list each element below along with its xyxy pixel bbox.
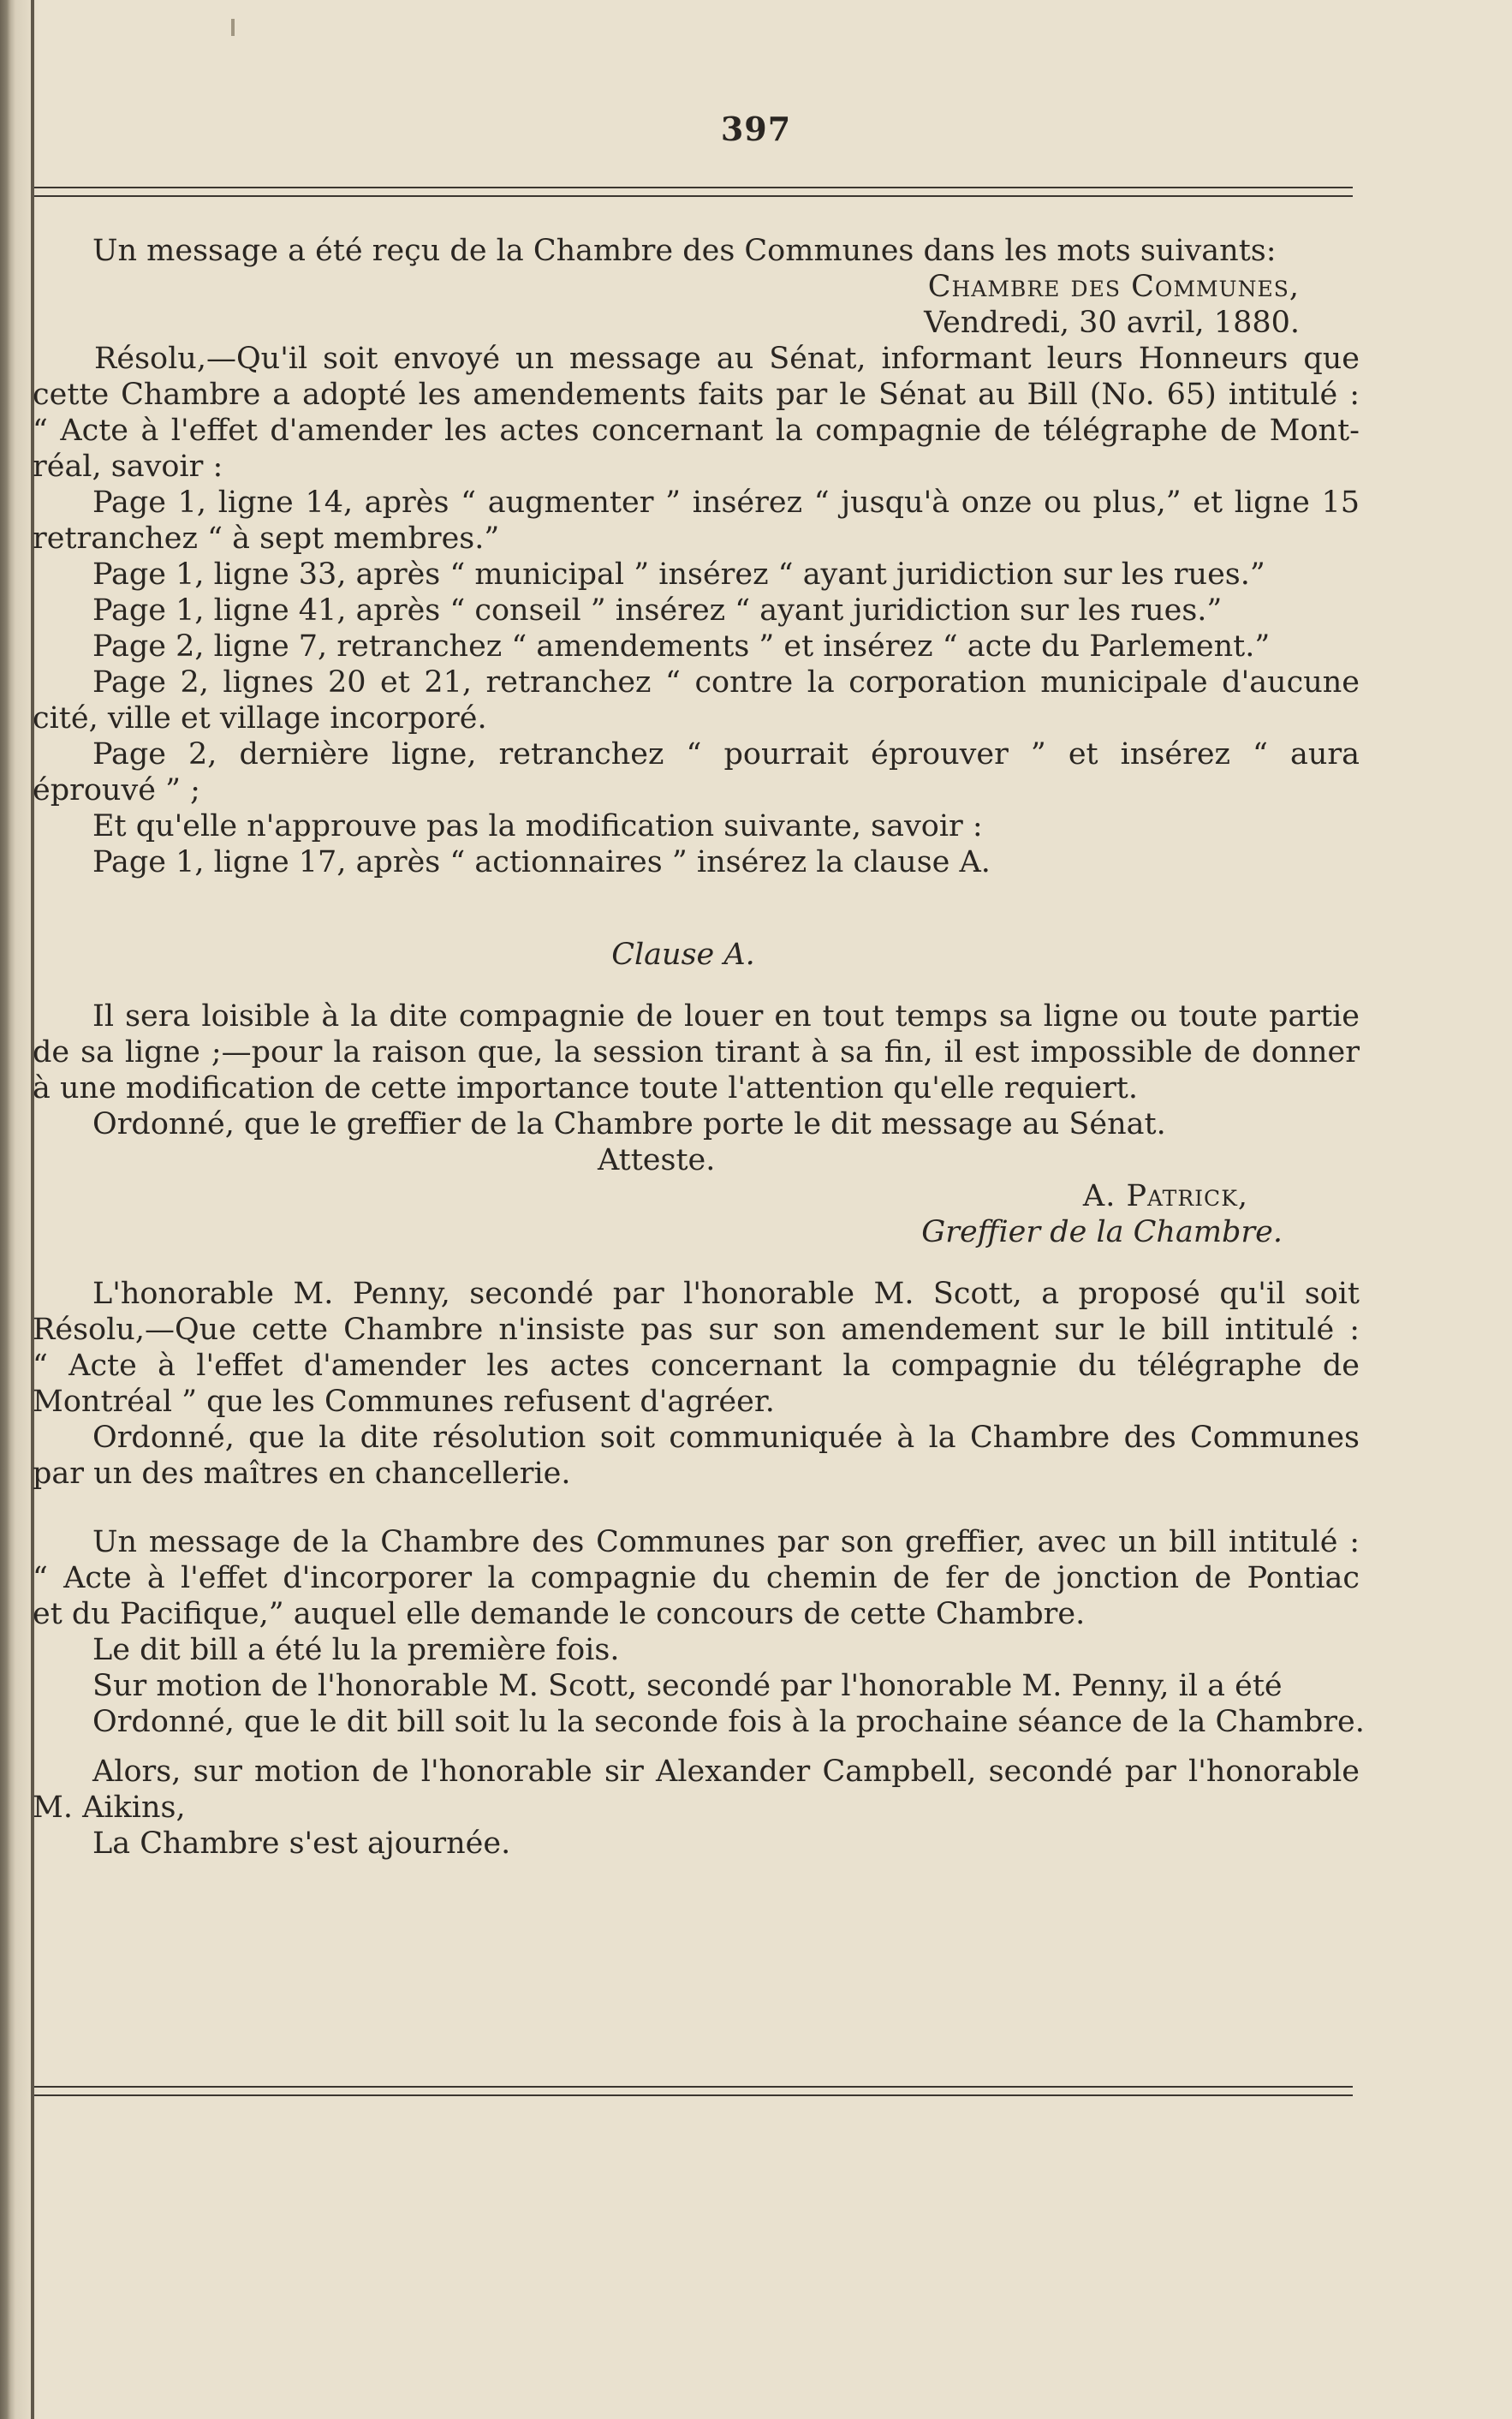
bill-block <box>33 1524 1365 1740</box>
resolution-line: “ Acte à l'effet d'amender les actes concernant la compagnie de télégraphe de Mont- <box>33 414 1360 448</box>
motion-block <box>33 1276 1360 1492</box>
bill-line: et du Pacifique,” auquel elle demande le concours de cette Chambre. <box>33 1597 1086 1631</box>
message-intro: Un message a été reçu de la Chambre des Communes dans les mots suivants: <box>92 234 1277 268</box>
attestation: Atteste. <box>598 1143 716 1177</box>
amendment-line: Page 1, ligne 41, après “ conseil ” insérez “ ayant juridiction sur les rues.” <box>92 593 1223 628</box>
amendment-line: Page 2, dernière ligne, retranchez “ pourrait éprouver ” et insérez “ aura <box>92 737 1360 772</box>
message-block <box>33 233 1360 880</box>
amendment-line: Page 2, lignes 20 et 21, retranchez “ contre la corporation municipale d'aucune <box>92 665 1360 700</box>
motion-line: par un des maîtres en chancellerie. <box>33 1457 571 1491</box>
resolution-line: Résolu,—Qu'il soit envoyé un message au Sénat, informant leurs Honneurs que <box>94 342 1360 376</box>
resolution-line: cette Chambre a adopté les amendements faits par le Sénat au Bill (No. 65) intitulé : <box>33 378 1360 412</box>
amendment-line: Et qu'elle n'approuve pas la modification suivante, savoir : <box>92 809 983 843</box>
resolution-line: réal, savoir : <box>33 450 223 484</box>
bottom-rule-second <box>34 2094 1353 2096</box>
chambre-heading: Chambre des Communes, <box>927 270 1300 304</box>
order-line: Ordonné, que le greffier de la Chambre porte le dit message au Sénat. <box>92 1107 1166 1141</box>
clerk-name: A. Patrick, <box>1082 1179 1248 1213</box>
amendment-line: Page 1, ligne 14, après “ augmenter ” insérez “ jusqu'à onze ou plus,” et ligne 15 <box>92 486 1360 520</box>
adjournment-line: Alors, sur motion de l'honorable sir Alexander Campbell, secondé par l'honorable <box>92 1755 1360 1789</box>
amendment-line: retranchez “ à sept membres.” <box>33 521 500 556</box>
top-rule-second <box>34 195 1353 197</box>
bottom-rule <box>34 2086 1353 2088</box>
adjournment-line: La Chambre s'est ajournée. <box>92 1826 511 1861</box>
page-number: 397 <box>720 110 792 148</box>
bill-line: Sur motion de l'honorable M. Scott, secondé par l'honorable M. Penny, il a été <box>92 1669 1283 1703</box>
motion-line: Résolu,—Que cette Chambre n'insiste pas sur son amendement sur le bill intitulé : <box>33 1313 1360 1347</box>
adjournment-line: M. Aikins, <box>33 1790 186 1825</box>
message-date: Vendredi, 30 avril, 1880. <box>924 306 1300 340</box>
motion-line: “ Acte à l'effet d'amender les actes concernant la compagnie du télégraphe de <box>33 1349 1360 1383</box>
amendment-line: éprouvé ” ; <box>33 773 200 807</box>
adjournment-block <box>33 1754 1360 1862</box>
stray-ink-mark <box>231 19 235 36</box>
clause-line: Il sera loisible à la dite compagnie de louer en tout temps sa ligne ou toute partie <box>92 999 1360 1034</box>
clause-title: Clause A. <box>611 938 755 972</box>
bill-line: Un message de la Chambre des Communes par son greffier, avec un bill intitulé : <box>92 1525 1360 1559</box>
clause-block <box>33 998 1360 1250</box>
motion-line: Montréal ” que les Communes refusent d'agréer. <box>33 1385 775 1419</box>
bill-line: “ Acte à l'effet d'incorporer la compagnie du chemin de fer de jonction de Pontiac <box>33 1561 1360 1595</box>
bill-line: Ordonné, que le dit bill soit lu la seconde fois à la prochaine séance de la Chambre. <box>92 1705 1365 1739</box>
amendment-line: Page 2, ligne 7, retranchez “ amendements ” et insérez “ acte du Parlement.” <box>92 629 1271 664</box>
motion-line: Ordonné, que la dite résolution soit communiquée à la Chambre des Communes <box>92 1421 1360 1455</box>
bill-line: Le dit bill a été lu la première fois. <box>92 1633 620 1667</box>
amendment-line: cité, ville et village incorporé. <box>33 701 487 736</box>
motion-line: L'honorable M. Penny, secondé par l'honorable M. Scott, a proposé qu'il soit <box>92 1277 1360 1311</box>
clerk-title: Greffier de la Chambre. <box>921 1215 1283 1249</box>
clause-line: de sa ligne ;—pour la raison que, la session tirant à sa fin, il est impossible de donner <box>33 1035 1360 1069</box>
clause-line: à une modification de cette importance toute l'attention qu'elle requiert. <box>33 1071 1138 1105</box>
amendment-line: Page 1, ligne 17, après “ actionnaires ” insérez la clause A. <box>92 845 991 879</box>
top-rule <box>34 187 1353 188</box>
amendment-line: Page 1, ligne 33, après “ municipal ” insérez “ ayant juridiction sur les rues.” <box>92 557 1265 592</box>
binding-shadow-line <box>31 0 34 2419</box>
